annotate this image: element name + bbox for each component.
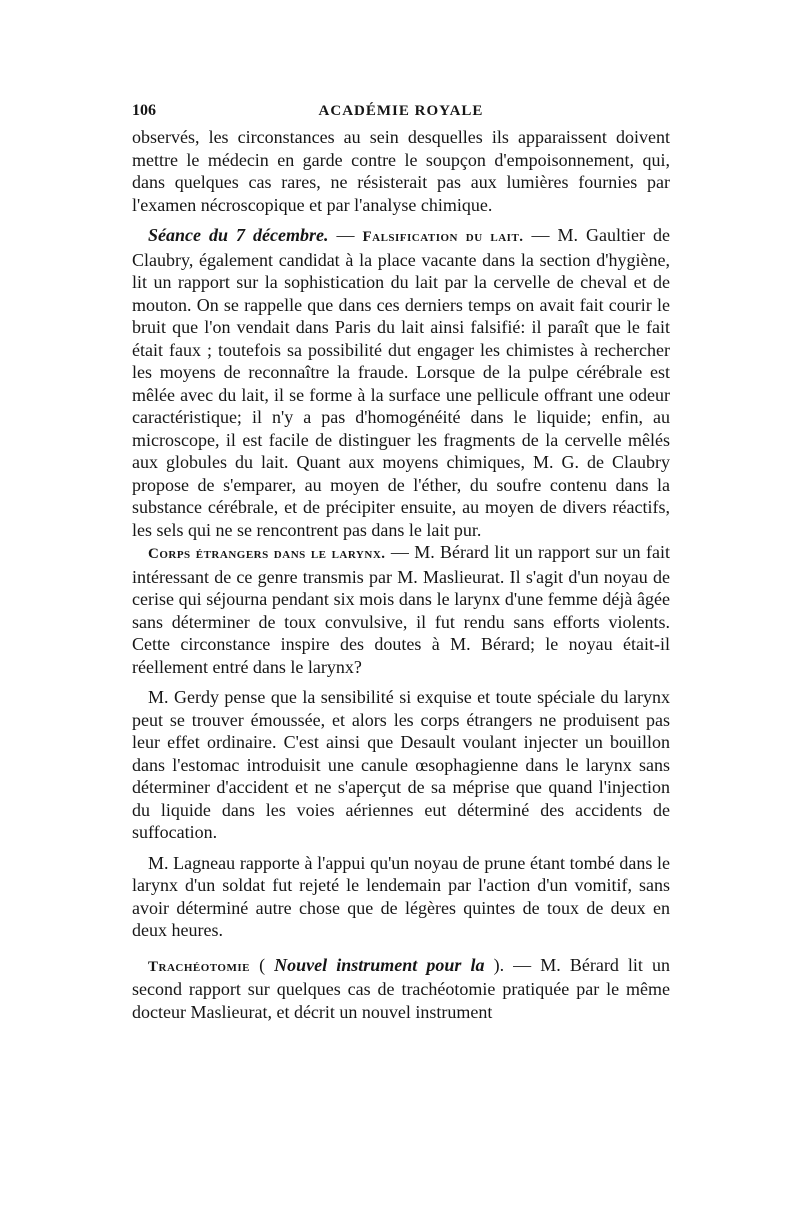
paragraph-text: M. Gerdy pense que la sensibilité si exquise et toute spéciale du larynx peut se trouver émoussée, et alors les corps étrangers ne produisent pas leur effet ordinaire. C'est ainsi que Desault voulant injecter un bouillon dans l'estomac introduisit une canule œsophagienne dans le larynx sans déterminer d'accident et ne s'aperçut de sa méprise que quand l'injection du liquide dans les voies aériennes eut déterminé des accidents de suffocation.: [132, 687, 670, 842]
session-date-heading: Séance du 7 décembre.: [148, 225, 329, 245]
page-header: [132, 96, 670, 126]
paren-open: (: [249, 954, 275, 975]
paragraph-corps-etrangers: [132, 541, 670, 678]
section-subheading-instrument: Nouvel instrument pour la: [274, 954, 485, 975]
paragraph-tracheotomie: [132, 954, 670, 1024]
paragraph-continuation: [132, 126, 670, 216]
dash: —: [328, 225, 363, 245]
section-heading-corps-etrangers: Corps étrangers dans le larynx.: [148, 546, 386, 562]
paren-close: ).: [484, 954, 505, 975]
body-text: [132, 126, 670, 1023]
paragraph-text: — M. Gaultier de Claubry, également candidat à la place vacante dans la section d'hygiène, lit un rapport sur la sophistication du lait par la cervelle de cheval et de mouton. On se rappelle que dans ces derniers temps on avait fait courir le bruit que l'on vendait dans Paris du lait ainsi falsifié: il paraît que le fait était faux ; toutefois sa possibilité dut engager les chimistes à rechercher les moyens de reconnaître la fraude. Lorsque de la pulpe cérébrale est mêlée avec du lait, il se forme à la surface une pellicule offrant une odeur caractéristique; il n'y a pas d'homogénéité dans le liquide; enfin, au microscope, il est facile de distinguer les fragments de la cervelle mêlés aux globules du lait. Quant aux moyens chimiques, M. G. de Claubry propose de s'emparer, au moyen de l'éther, du soufre contenu dans la substance cérébrale, et de précipiter ensuite, au moyen de divers réactifs, les sels qui ne se rencontrent pas dans le lait pur.: [132, 225, 671, 540]
paragraph-gerdy: [132, 686, 670, 844]
running-title: ACADÉMIE ROYALE: [318, 103, 484, 119]
section-heading-tracheotomie: Trachéotomie: [148, 958, 250, 975]
paragraph-falsification-du-lait: [132, 224, 670, 541]
paragraph-lagneau: [132, 852, 670, 942]
paragraph-text: — M. Bérard lit un rapport sur un fait intéressant de ce genre transmis par M. Maslieurat. Il s'agit d'un noyau de cerise qui séjourna pendant six mois dans le larynx d'une femme déjà âgée sans déterminer de toux convulsive, il fut rendu sans efforts violents. Cette circonstance inspire des doutes à M. Bérard; le noyau était-il réellement entré dans le larynx?: [132, 542, 671, 677]
page-number: 106: [132, 102, 156, 119]
section-heading-falsification: Falsification du lait.: [362, 229, 524, 245]
document-page: [132, 96, 670, 1023]
paragraph-text: M. Lagneau rapporte à l'appui qu'un noyau de prune étant tombé dans le larynx d'un soldat fut rejeté le lendemain par l'action d'un vomitif, sans avoir déterminé autre chose que de légères quintes de toux de deux en deux heures.: [132, 852, 670, 940]
paragraph-text: observés, les circonstances au sein desquelles ils apparaissent doivent mettre le médecin en garde contre le soupçon d'empoisonnement, qui, dans quelques cas rares, ne résisterait pas aux lumières fournies par l'examen nécroscopique et par l'analyse chimique.: [132, 127, 670, 215]
paragraph-text: — M. Bérard lit un second rapport sur quelques cas de trachéotomie pratiquée par le même docteur Maslieurat, et décrit un nouvel instrument: [132, 954, 671, 1022]
